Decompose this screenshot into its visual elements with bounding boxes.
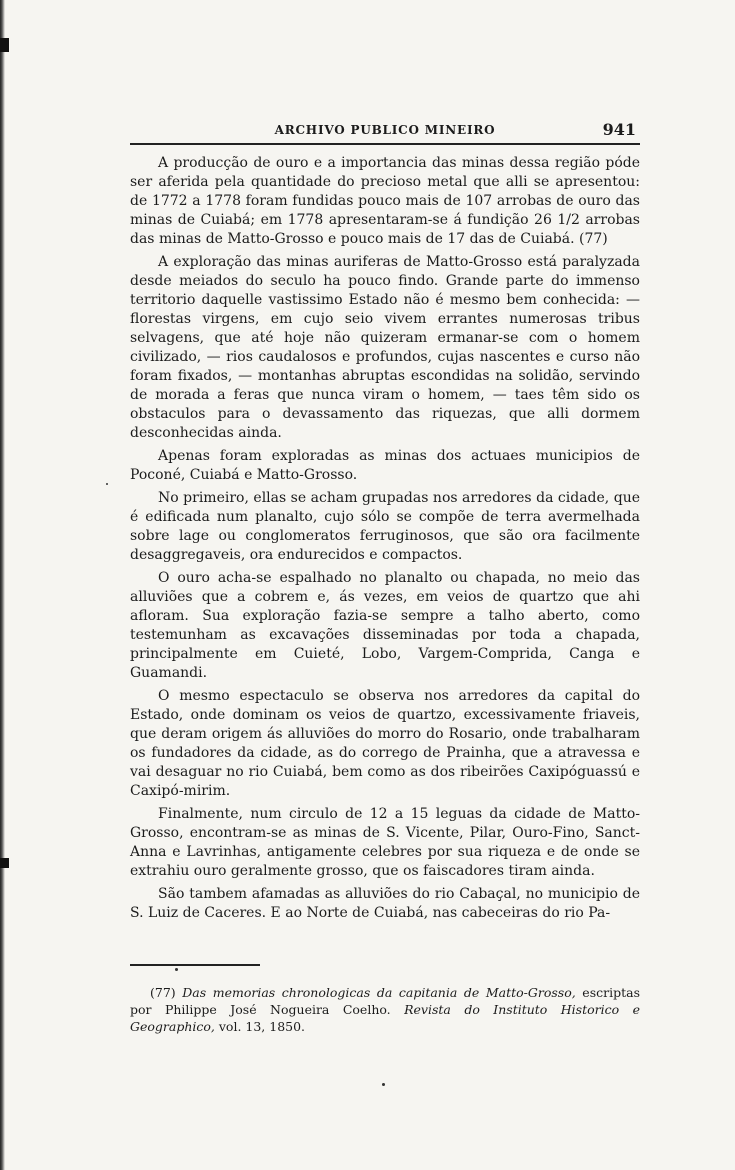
header-rule	[130, 143, 640, 145]
paragraph-pocone: No primeiro, ellas se acham grupadas nos arredores da cidade, que é edificada num planalto, cujo sólo se compõe de terra avermelhada sobre lage ou conglomeratos ferruginosos, que são ora facilmente desaggregaveis, ora endurecidos e compactos.	[130, 490, 640, 563]
page-header	[130, 118, 640, 142]
paragraph-explored-mines: Apenas foram exploradas as minas dos actuaes municipios de Poconé, Cuiabá e Matto-Grosso.	[130, 448, 640, 483]
paragraph-cabacal: São tambem afamadas as alluviões do rio Cabaçal, no municipio de S. Luiz de Caceres. E ao Norte de Cuiabá, nas cabeceiras do rio Pa-	[130, 886, 640, 921]
footnote-volume: vol. 13, 1850.	[214, 1019, 306, 1034]
footnote-journal: Revista do Instituto Historico e Geographico,	[130, 1002, 640, 1034]
paragraph-cuiaba-capital: O mesmo espectaculo se observa nos arredores da capital do Estado, onde dominam os veios de quartzo, excessivamente friaveis, que deram origem ás alluviões do morro do Rosario, onde trabalharam os fundadores da cidade, as do corrego de Prainha, que a atravessa e vai desaguar no rio Cuiabá, bem como as dos ribeirões Caxipóguassú e Caxipó-mirim.	[130, 688, 640, 799]
footnote-rule	[130, 964, 260, 966]
paragraph-gold-production: A producção de ouro e a importancia das minas dessa região póde ser aferida pela quantidade do precioso metal que alli se apresentou: de 1772 a 1778 foram fundidas pouco mais de 107 arrobas de ouro das minas de Cuiabá; em 1778 apresentaram-se á fundição 26 1/2 arrobas das minas de Matto-Grosso e pouco mais de 17 das de Cuiabá. (77)	[130, 155, 640, 247]
footnote	[130, 984, 640, 1035]
paragraph-matto-grosso-exploration: A exploração das minas auriferas de Matto-Grosso está paralyzada desde meiados do seculo ha pouco findo. Grande parte do immenso territorio daquelle vastissimo Estado não é mesmo bem conhecida: — florestas virgens, em cujo seio vivem errantes numerosas tribus selvagens, que até hoje não quizeram ermanar-se com o homem civilizado, — rios caudalosos e profundos, cujas nascentes e curso não foram fixados, — montanhas abruptas escondidas na solidão, servindo de morada a feras que nunca viram o homem, — taes têm sido os obstaculos para o devassamento das riquezas, que alli dormem desconhecidas ainda.	[130, 254, 640, 441]
page-number: 941	[602, 120, 636, 139]
running-title: ARCHIVO PUBLICO MINEIRO	[274, 123, 496, 137]
footnote-author: escriptas por Philippe José Nogueira Coelho.	[130, 985, 640, 1017]
print-speck	[175, 968, 178, 971]
paragraph-gold-deposits: O ouro acha-se espalhado no planalto ou chapada, no meio das alluviões que a cobrem e, ás vezes, em veios de quartzo que ahi afloram. Sua exploração fazia-se sempre a talho aberto, como testemunham as excavações disseminadas por toda a chapada, principalmente em Cuieté, Lobo, Vargem-Comprida, Canga e Guamandi.	[130, 570, 640, 681]
print-speck	[382, 1083, 385, 1086]
paragraph-matto-grosso-city: Finalmente, num circulo de 12 a 15 leguas da cidade de Matto-Grosso, encontram-se as minas de S. Vicente, Pilar, Ouro-Fino, Sanct-Anna e Lavrinhas, antigamente celebres por sua riqueza e de onde se extrahiu ouro geralmente grosso, que os faiscadores tiram ainda.	[130, 806, 640, 879]
footnote-title: Das memorias chronologicas da capitania de Matto-Grosso,	[182, 985, 576, 1000]
edge-mark-middle	[0, 858, 9, 868]
page-binding-edge	[0, 0, 5, 1170]
edge-mark-top	[0, 38, 9, 52]
print-speck	[106, 483, 108, 485]
footnote-marker: (77)	[150, 985, 176, 1000]
body-text	[130, 154, 640, 927]
